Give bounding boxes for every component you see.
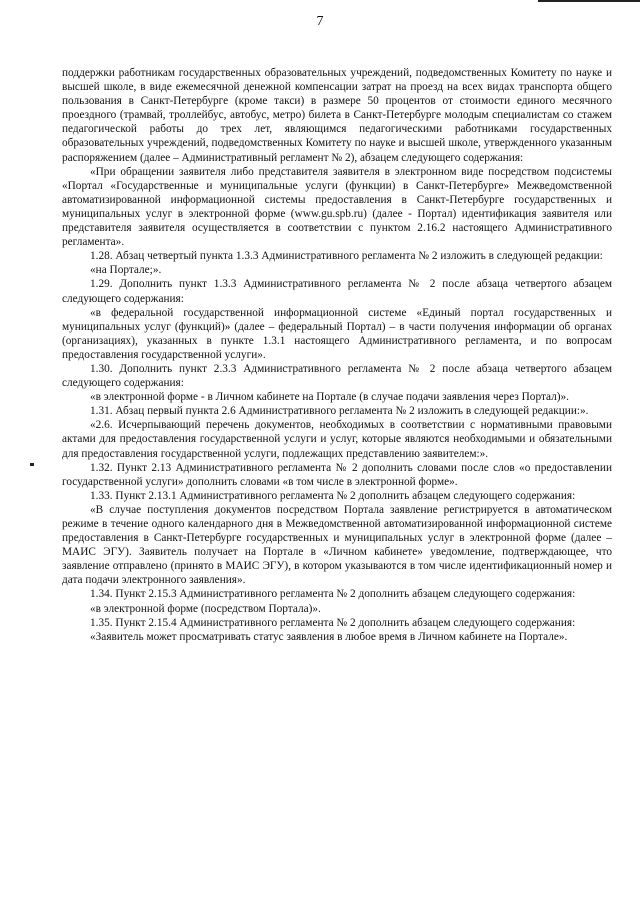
paragraph: 1.35. Пункт 2.15.4 Административного регламента № 2 дополнить абзацем следующего содержания:: [90, 616, 576, 629]
paragraph: 1.30. Дополнить пункт 2.3.3 Административного регламента № 2 после абзаца четвертого абзацем следующего содержания:: [62, 362, 612, 390]
paragraph: «Заявитель может просматривать статус заявления в любое время в Личном кабинете на Портале».: [90, 630, 568, 643]
paragraph: 1.34. Пункт 2.15.3 Административного регламента № 2 дополнить абзацем следующего содержания:: [90, 588, 576, 601]
document-body: [62, 66, 612, 644]
paragraph: «в федеральной государственной информационной системе «Единый портал государственных и муниципальных услуг (функций)» (далее – федеральный Портал) – в части получения информации об органах (организациях), указанных в пункте 1.3.1 настоящего Административного регламента, и по вопросам предоставления государственной услуги».: [62, 306, 612, 361]
paragraph: 1.31. Абзац первый пункта 2.6 Административного регламента № 2 изложить в следующей редакции:».: [90, 405, 589, 418]
paragraph: «При обращении заявителя либо представителя заявителя в электронном виде посредством подсистемы «Портал «Государственные и муниципальные услуги (функции) в Санкт-Петербурге» Межведомственной автоматизированной информационной системы предоставления в Санкт-Петербурге государственных и муниципальных услуг в электронной форме (www.gu.spb.ru) (далее - Портал) идентификация заявителя или представителя заявителя осуществляется в соответствии с пунктом 2.16.2 настоящего Административного регламента».: [62, 165, 612, 249]
paragraph: «на Портале;».: [90, 264, 162, 277]
page-number: 7: [316, 14, 324, 29]
top-edge-rule: [538, 0, 640, 2]
paragraph: поддержки работникам государственных образовательных учреждений, подведомственных Комитету по науке и высшей школе, в виде ежемесячной денежной компенсации затрат на проезд на всех видах транспорта общего пользования в Санкт-Петербурге (кроме такси) в размере 50 процентов от стоимости единого месячного проездного (трамвай, троллейбус, автобус, метро) билета в Санкт-Петербурге молодым специалистам со стажем педагогической работы до трех лет, являющимся педагогическими работниками государственных образовательных учреждений, подведомственных Комитету по науке и высшей школе, утвержденного указанным распоряжением (далее – Административный регламент № 2), абзацем следующего содержания:: [62, 67, 612, 164]
paragraph: «В случае поступления документов посредством Портала заявление регистрируется в автоматическом режиме в течение одного календарного дня в Межведомственной автоматизированной информационной системе предоставления в Санкт-Петербурге государственных и муниципальных услуг в электронной форме (далее – МАИС ЭГУ). Заявитель получает на Портале в «Личном кабинете» уведомление, подтверждающее, что заявление отправлено (принято в МАИС ЭГУ), в котором указываются в том числе идентификационный номер и дата подачи электронного заявления».: [62, 503, 612, 587]
paragraph: «2.6. Исчерпывающий перечень документов, необходимых в соответствии с нормативными правовыми актами для предоставления государственной услуги и услуг, которые являются необходимыми и обязательными для предоставления государственной услуги, подлежащих представлению заявителем:».: [62, 419, 612, 460]
margin-mark: [30, 463, 34, 466]
paragraph: 1.28. Абзац четвертый пункта 1.3.3 Административного регламента № 2 изложить в следующей редакции:: [90, 250, 603, 263]
paragraph: 1.29. Дополнить пункт 1.3.3 Административного регламента № 2 после абзаца четвертого абзацем следующего содержания:: [62, 278, 612, 305]
paragraph: «в электронной форме - в Личном кабинете на Портале (в случае подачи заявления через Портал)».: [90, 391, 570, 404]
paragraph: 1.33. Пункт 2.13.1 Административного регламента № 2 дополнить абзацем следующего содержания:: [90, 489, 576, 502]
paragraph: «в электронной форме (посредством Портала)».: [90, 602, 321, 615]
paragraph: 1.32. Пункт 2.13 Административного регламента № 2 дополнить словами после слов «о предоставлении государственной услуги» дополнить словами «в том числе в электронной форме».: [62, 461, 612, 488]
